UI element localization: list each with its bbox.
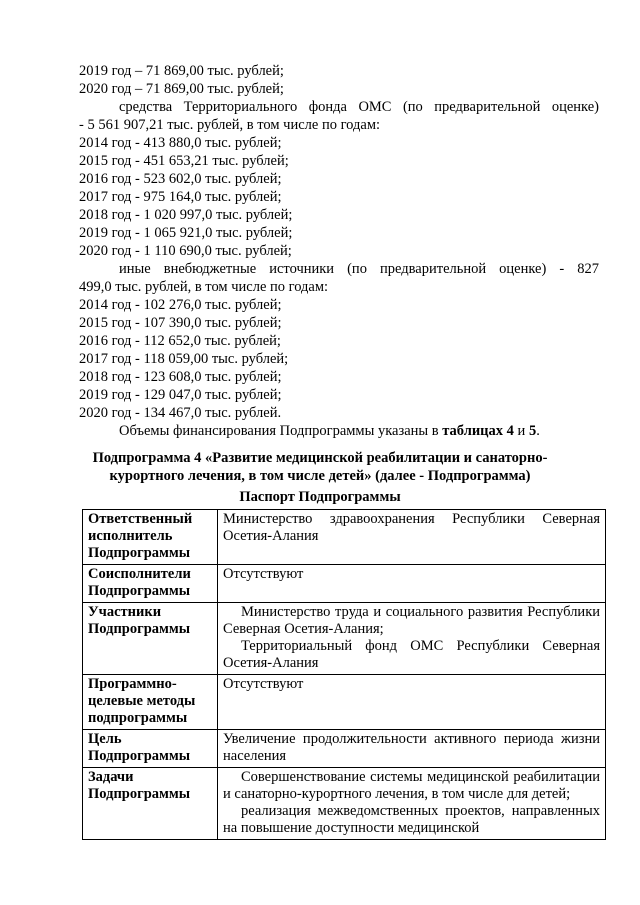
- other-year-line: 2017 год - 118 059,00 тыс. рублей;: [79, 351, 289, 367]
- passport-value: [218, 603, 606, 675]
- passport-key: Задачи Подпрограммы: [83, 768, 218, 840]
- oms-year-line: 2019 год - 1 065 921,0 тыс. рублей;: [79, 225, 293, 241]
- other-year-line: 2019 год - 129 047,0 тыс. рублей;: [79, 387, 282, 403]
- funding-line: 2019 год – 71 869,00 тыс. рублей;: [79, 63, 284, 79]
- oms-year-line: 2017 год - 975 164,0 тыс. рублей;: [79, 189, 282, 205]
- passport-value-paragraph: реализация межведомственных проектов, направленных на повышение доступности медицинской: [223, 803, 600, 836]
- other-year-line: 2018 год - 123 608,0 тыс. рублей;: [79, 369, 282, 385]
- passport-table: [82, 509, 606, 840]
- oms-year-line: 2018 год - 1 020 997,0 тыс. рублей;: [79, 207, 293, 223]
- table-row: [83, 730, 606, 768]
- funding-line: 2020 год – 71 869,00 тыс. рублей;: [79, 81, 284, 97]
- table-row: [83, 603, 606, 675]
- passport-title: Паспорт Подпрограммы: [239, 489, 401, 505]
- other-year-line: 2016 год - 112 652,0 тыс. рублей;: [79, 333, 281, 349]
- passport-value: Отсутствуют: [218, 565, 606, 603]
- subprogram-heading-line-1: Подпрограмма 4 «Развитие медицинской реабилитации и санаторно-: [92, 450, 548, 466]
- passport-key: Программно-целевые методы подпрограммы: [83, 675, 218, 730]
- oms-intro-line-1: средства Территориального фонда ОМС (по предварительной оценке): [119, 99, 599, 115]
- passport-value: Отсутствуют: [218, 675, 606, 730]
- other-year-line: 2020 год - 134 467,0 тыс. рублей.: [79, 405, 282, 421]
- passport-value: Увеличение продолжительности активного периода жизни населения: [218, 730, 606, 768]
- passport-key: Соисполнители Подпрограммы: [83, 565, 218, 603]
- oms-year-line: 2015 год - 451 653,21 тыс. рублей;: [79, 153, 289, 169]
- oms-year-line: 2014 год - 413 880,0 тыс. рублей;: [79, 135, 282, 151]
- passport-value-paragraph: Министерство труда и социального развития Республики Северная Осетия-Алания;: [223, 604, 600, 637]
- volumes-paragraph: [79, 422, 599, 440]
- volumes-and: и: [513, 423, 529, 439]
- table-row: [83, 768, 606, 840]
- table-row: [83, 675, 606, 730]
- passport-value-paragraph: Совершенствование системы медицинской реабилитации и санаторно-курортного лечения, в том числе для детей;: [223, 769, 600, 802]
- volumes-text: Объемы финансирования Подпрограммы указаны в: [119, 423, 443, 439]
- other-year-line: 2015 год - 107 390,0 тыс. рублей;: [79, 315, 282, 331]
- oms-intro-line-2: - 5 561 907,21 тыс. рублей, в том числе по годам:: [79, 117, 381, 133]
- funding-section: [79, 62, 599, 440]
- other-intro-line-2: 499,0 тыс. рублей, в том числе по годам:: [79, 279, 329, 295]
- passport-key: Ответственный исполнитель Подпрограммы: [83, 510, 218, 565]
- passport-value: Министерство здравоохранения Республики Северная Осетия-Алания: [218, 510, 606, 565]
- table-ref-5: 5: [528, 423, 537, 439]
- passport-key: Участники Подпрограммы: [83, 603, 218, 675]
- subprogram-heading-line-2: курортного лечения, в том числе детей» (далее - Подпрограмма): [109, 468, 531, 484]
- other-year-line: 2014 год - 102 276,0 тыс. рублей;: [79, 297, 282, 313]
- subprogram-heading: [60, 449, 580, 485]
- volumes-end: .: [536, 423, 540, 439]
- passport-value: [218, 768, 606, 840]
- passport-value-paragraph: Территориальный фонд ОМС Республики Северная Осетия-Алания: [223, 638, 600, 671]
- table-row: [83, 510, 606, 565]
- table-ref-4: таблицах 4: [442, 423, 514, 439]
- passport-key: Цель Подпрограммы: [83, 730, 218, 768]
- oms-year-line: 2020 год - 1 110 690,0 тыс. рублей;: [79, 243, 292, 259]
- other-intro-line-1: иные внебюджетные источники (по предварительной оценке) - 827: [119, 261, 599, 277]
- table-row: [83, 565, 606, 603]
- oms-year-line: 2016 год - 523 602,0 тыс. рублей;: [79, 171, 282, 187]
